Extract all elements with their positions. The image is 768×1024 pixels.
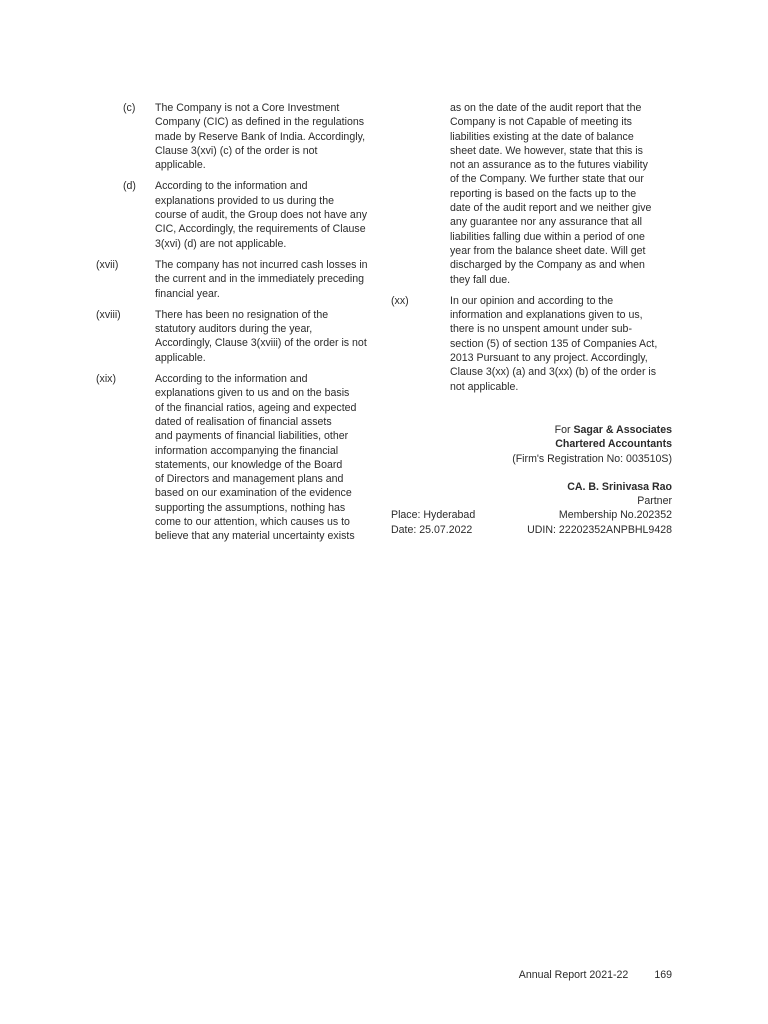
clause-number: (d) — [123, 180, 136, 193]
page-number: 169 — [654, 969, 672, 981]
place-membership-row — [391, 508, 672, 522]
date: Date: 25.07.2022 — [391, 523, 473, 536]
udin: UDIN: 22202352ANPBHL9428 — [527, 523, 672, 536]
right-column — [391, 101, 676, 401]
clause-text: The company has not incurred cash losses in the current and in the immediately preceding financial year. — [155, 258, 368, 300]
clause-text: In our opinion and according to the information and explanations given to us, there is no unspent amount under sub- section (5) of section 135 of Companies Act, 2013 Pursuant to any project. Accordingly, Clause 3(xx) (a) and 3(xx) (b) of the order is not applicable. — [450, 294, 658, 393]
for-prefix: For — [554, 424, 574, 436]
page-footer — [519, 968, 672, 982]
firm-registration: (Firm's Registration No: 003510S) — [512, 452, 672, 465]
firm-line — [391, 423, 672, 437]
clause-item-xix — [96, 372, 381, 544]
clause-item-xviii — [96, 308, 381, 365]
report-title: Annual Report 2021-22 — [518, 969, 629, 981]
clause-number: (xviii) — [96, 308, 121, 321]
signatory-name: CA. B. Srinivasa Rao — [567, 480, 672, 493]
clause-text: According to the information and explanations given to us and on the basis of the financial ratios, ageing and expected dated of realisation of financial assets and payments of financial liabilities, other information accompanying the financial statements, our knowledge of the Board of Directors and management plans and based on our examination of the evidence supporting the assumptions, nothing has come to our attention, which causes us to believe that any material uncertainty exists — [155, 373, 357, 543]
membership-number: Membership No.202352 — [558, 509, 672, 522]
clause-item-xvii — [96, 258, 381, 301]
date-udin-row — [391, 523, 672, 537]
clause-number: (xx) — [391, 294, 409, 307]
clause-item-c — [96, 101, 381, 172]
signatory-designation: Partner — [637, 495, 672, 508]
firm-type: Chartered Accountants — [555, 438, 672, 451]
place: Place: Hyderabad — [391, 509, 476, 522]
clause-text: The Company is not a Core Investment Company (CIC) as defined in the regulations made by Reserve Bank of India. Accordingly, Clause 3(xvi) (c) of the order is not applicable. — [155, 102, 366, 172]
clause-number: (c) — [123, 102, 136, 114]
signature-block — [391, 423, 672, 537]
left-column — [96, 101, 381, 551]
clause-item-xx — [391, 294, 676, 394]
clause-text: There has been no resignation of the statutory auditors during the year, Accordingly, Clause 3(xviii) of the order is not applicable. — [155, 308, 367, 364]
clause-xix-continuation: as on the date of the audit report that the Company is not Capable of meeting its liabilities existing at the date of balance sheet date. We however, state that this is not an assurance as to the futures viability of the Company. We further state that our reporting is based on the facts up to the date of the audit report and we neither give any guarantee nor any assurance that all liabilities falling due within a period of one year from the balance sheet date. Will get discharged by the Company as and when they fall due. — [450, 102, 652, 286]
clause-number: (xix) — [96, 373, 117, 386]
firm-name: Sagar & Associates — [573, 424, 672, 436]
clause-text: According to the information and explanations provided to us during the course of audit, the Group does not have any CIC, Accordingly, the requirements of Clause 3(xvi) (d) are not applicable. — [155, 180, 368, 250]
clause-item-d — [96, 179, 381, 250]
clause-number: (xvii) — [96, 258, 119, 271]
